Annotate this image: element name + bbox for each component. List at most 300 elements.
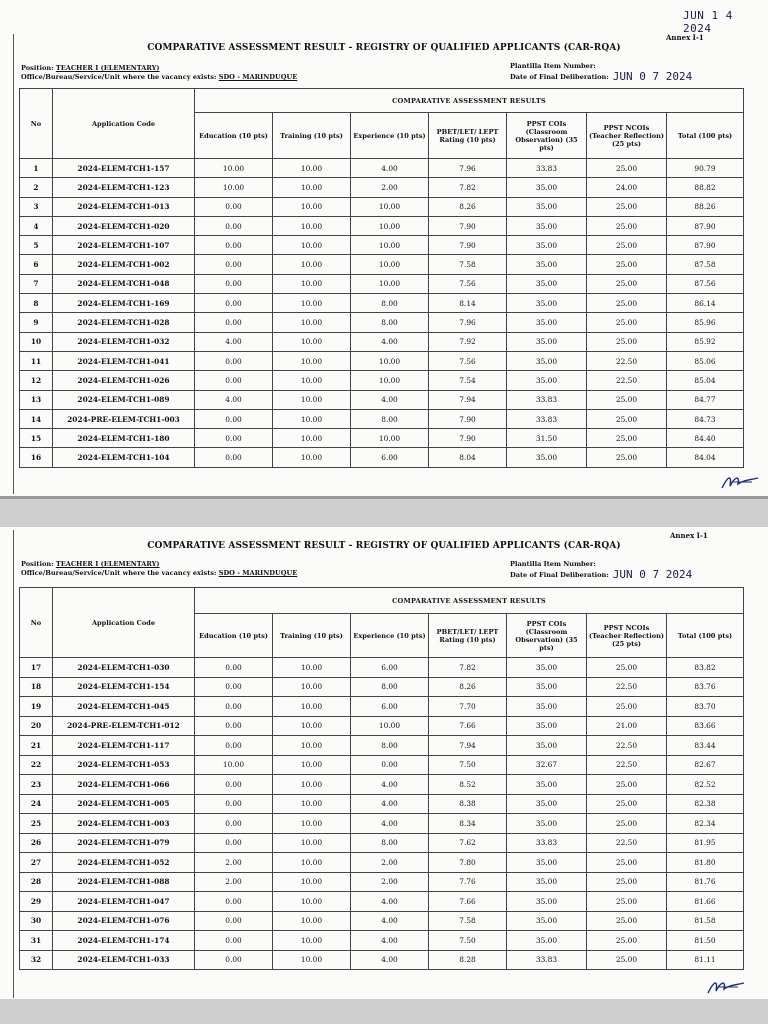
pbet-rating: 8.38	[429, 794, 507, 814]
experience-score: 0.00	[351, 755, 429, 775]
ppst-coi-score: 33.83	[507, 950, 587, 970]
experience-score: 4.00	[351, 892, 429, 912]
deliberation-date-stamp: JUN 0 7 2024	[612, 568, 693, 581]
training-score: 10.00	[273, 736, 351, 756]
application-code: 2024-ELEM-TCH1-157	[53, 159, 195, 178]
position-label: Position:	[21, 64, 54, 72]
pbet-rating: 7.66	[429, 892, 507, 912]
total-score: 83.70	[667, 697, 744, 717]
ppst-ncoi-score: 25.00	[587, 429, 667, 448]
pbet-rating: 7.62	[429, 833, 507, 853]
application-code: 2024-ELEM-TCH1-117	[53, 736, 195, 756]
training-score: 10.00	[273, 294, 351, 313]
application-code: 2024-ELEM-TCH1-030	[53, 658, 195, 678]
header-education: Education (10 pts)	[195, 614, 273, 658]
education-score: 2.00	[195, 872, 273, 892]
pbet-rating: 7.92	[429, 332, 507, 351]
pbet-rating: 7.90	[429, 216, 507, 235]
ppst-coi-score: 35.00	[507, 775, 587, 795]
education-score: 0.00	[195, 448, 273, 467]
row-number: 8	[20, 294, 53, 313]
total-score: 87.56	[667, 274, 744, 293]
ppst-coi-score: 35.00	[507, 716, 587, 736]
header-ppst-cois: PPST COIs (Classroom Observation) (35 pts)	[507, 113, 587, 159]
table-row	[20, 159, 744, 178]
row-number: 14	[20, 409, 53, 428]
pbet-rating: 7.58	[429, 911, 507, 931]
total-score: 82.52	[667, 775, 744, 795]
table-row	[20, 274, 744, 293]
experience-score: 6.00	[351, 448, 429, 467]
position-meta	[21, 560, 297, 578]
table-row	[20, 429, 744, 448]
total-score: 83.82	[667, 658, 744, 678]
ppst-coi-score: 35.00	[507, 814, 587, 834]
row-number: 28	[20, 872, 53, 892]
total-score: 81.50	[667, 931, 744, 951]
position-label: Position:	[21, 560, 54, 568]
experience-score: 10.00	[351, 371, 429, 390]
ppst-coi-score: 33.83	[507, 409, 587, 428]
header-pbet-rating: PBET/LET/ LEPT Rating (10 pts)	[429, 614, 507, 658]
office-value: SDO - MARINDUQUE	[218, 569, 298, 577]
education-score: 4.00	[195, 390, 273, 409]
pbet-rating: 7.54	[429, 371, 507, 390]
row-number: 29	[20, 892, 53, 912]
row-number: 17	[20, 658, 53, 678]
application-code: 2024-ELEM-TCH1-079	[53, 833, 195, 853]
row-number: 31	[20, 931, 53, 951]
education-score: 0.00	[195, 794, 273, 814]
experience-score: 2.00	[351, 178, 429, 197]
header-experience: Experience (10 pts)	[351, 614, 429, 658]
row-number: 24	[20, 794, 53, 814]
ppst-ncoi-score: 21.00	[587, 716, 667, 736]
application-code: 2024-ELEM-TCH1-020	[53, 216, 195, 235]
deliberation-label: Date of Final Deliberation:	[510, 571, 609, 579]
row-number: 6	[20, 255, 53, 274]
total-score: 84.40	[667, 429, 744, 448]
application-code: 2024-ELEM-TCH1-013	[53, 197, 195, 216]
application-code: 2024-ELEM-TCH1-005	[53, 794, 195, 814]
header-education: Education (10 pts)	[195, 113, 273, 159]
training-score: 10.00	[273, 697, 351, 717]
pbet-rating: 7.56	[429, 274, 507, 293]
ppst-ncoi-score: 25.00	[587, 216, 667, 235]
education-score: 0.00	[195, 892, 273, 912]
training-score: 10.00	[273, 833, 351, 853]
ppst-coi-score: 35.00	[507, 872, 587, 892]
row-number: 21	[20, 736, 53, 756]
experience-score: 4.00	[351, 390, 429, 409]
application-code: 2024-ELEM-TCH1-123	[53, 178, 195, 197]
table-row	[20, 814, 744, 834]
document-page-2	[0, 527, 768, 999]
experience-score: 10.00	[351, 236, 429, 255]
total-score: 86.14	[667, 294, 744, 313]
experience-score: 4.00	[351, 814, 429, 834]
training-score: 10.00	[273, 658, 351, 678]
total-score: 81.95	[667, 833, 744, 853]
application-code: 2024-ELEM-TCH1-169	[53, 294, 195, 313]
ppst-ncoi-score: 25.00	[587, 658, 667, 678]
education-score: 0.00	[195, 658, 273, 678]
table-row	[20, 216, 744, 235]
table-row	[20, 872, 744, 892]
ppst-ncoi-score: 25.00	[587, 159, 667, 178]
total-score: 90.79	[667, 159, 744, 178]
pbet-rating: 7.90	[429, 409, 507, 428]
experience-score: 6.00	[351, 658, 429, 678]
training-score: 10.00	[273, 216, 351, 235]
table-row	[20, 931, 744, 951]
education-score: 0.00	[195, 697, 273, 717]
total-score: 83.66	[667, 716, 744, 736]
row-number: 5	[20, 236, 53, 255]
education-score: 0.00	[195, 775, 273, 795]
table-row	[20, 178, 744, 197]
row-number: 12	[20, 371, 53, 390]
pbet-rating: 7.56	[429, 351, 507, 370]
ppst-coi-score: 35.00	[507, 371, 587, 390]
education-score: 0.00	[195, 216, 273, 235]
total-score: 81.58	[667, 911, 744, 931]
pbet-rating: 7.70	[429, 697, 507, 717]
application-code: 2024-ELEM-TCH1-048	[53, 274, 195, 293]
row-number: 13	[20, 390, 53, 409]
table-row	[20, 332, 744, 351]
experience-score: 10.00	[351, 274, 429, 293]
table-row	[20, 371, 744, 390]
education-score: 0.00	[195, 931, 273, 951]
application-code: 2024-ELEM-TCH1-174	[53, 931, 195, 951]
education-score: 0.00	[195, 911, 273, 931]
table-row	[20, 236, 744, 255]
pbet-rating: 8.26	[429, 677, 507, 697]
header-application-code: Application Code	[53, 588, 195, 658]
pbet-rating: 7.80	[429, 853, 507, 873]
total-score: 85.92	[667, 332, 744, 351]
experience-score: 8.00	[351, 833, 429, 853]
experience-score: 4.00	[351, 911, 429, 931]
education-score: 0.00	[195, 736, 273, 756]
training-score: 10.00	[273, 255, 351, 274]
office-value: SDO - MARINDUQUE	[218, 73, 298, 81]
training-score: 10.00	[273, 716, 351, 736]
table-row	[20, 833, 744, 853]
experience-score: 10.00	[351, 429, 429, 448]
education-score: 0.00	[195, 371, 273, 390]
ppst-ncoi-score: 24.00	[587, 178, 667, 197]
experience-score: 10.00	[351, 216, 429, 235]
document-title: COMPARATIVE ASSESSMENT RESULT - REGISTRY OF QUALIFIED APPLICANTS (CAR-RQA)	[147, 541, 621, 551]
training-score: 10.00	[273, 853, 351, 873]
ppst-coi-score: 35.00	[507, 216, 587, 235]
annex-label: Annex I-1	[666, 33, 704, 42]
ppst-ncoi-score: 25.00	[587, 814, 667, 834]
education-score: 0.00	[195, 197, 273, 216]
header-training: Training (10 pts)	[273, 113, 351, 159]
total-score: 82.34	[667, 814, 744, 834]
row-number: 18	[20, 677, 53, 697]
table-row	[20, 716, 744, 736]
deliberation-label: Date of Final Deliberation:	[510, 73, 609, 81]
experience-score: 2.00	[351, 853, 429, 873]
header-application-code: Application Code	[53, 89, 195, 159]
total-score: 83.76	[667, 677, 744, 697]
application-code: 2024-PRE-ELEM-TCH1-003	[53, 409, 195, 428]
table-row	[20, 892, 744, 912]
total-score: 87.58	[667, 255, 744, 274]
total-score: 88.82	[667, 178, 744, 197]
experience-score: 4.00	[351, 332, 429, 351]
ppst-ncoi-score: 25.00	[587, 872, 667, 892]
ppst-ncoi-score: 25.00	[587, 448, 667, 467]
training-score: 10.00	[273, 814, 351, 834]
table-row	[20, 697, 744, 717]
education-score: 0.00	[195, 255, 273, 274]
signature-initials	[704, 975, 746, 999]
training-score: 10.00	[273, 931, 351, 951]
ppst-ncoi-score: 25.00	[587, 794, 667, 814]
ppst-ncoi-score: 25.00	[587, 274, 667, 293]
ppst-coi-score: 32.67	[507, 755, 587, 775]
total-score: 81.11	[667, 950, 744, 970]
signature-initials	[718, 470, 760, 494]
header-pbet-rating: PBET/LET/ LEPT Rating (10 pts)	[429, 113, 507, 159]
training-score: 10.00	[273, 274, 351, 293]
table-row	[20, 736, 744, 756]
row-number: 7	[20, 274, 53, 293]
education-score: 0.00	[195, 274, 273, 293]
total-score: 82.38	[667, 794, 744, 814]
total-score: 87.90	[667, 236, 744, 255]
document-title: COMPARATIVE ASSESSMENT RESULT - REGISTRY OF QUALIFIED APPLICANTS (CAR-RQA)	[147, 43, 621, 53]
row-number: 4	[20, 216, 53, 235]
results-table-2	[19, 587, 744, 970]
ppst-coi-score: 35.00	[507, 448, 587, 467]
pbet-rating: 7.50	[429, 755, 507, 775]
ppst-ncoi-score: 25.00	[587, 950, 667, 970]
header-total: Total (100 pts)	[667, 614, 744, 658]
application-code: 2024-ELEM-TCH1-107	[53, 236, 195, 255]
position-meta	[21, 64, 297, 82]
application-code: 2024-ELEM-TCH1-066	[53, 775, 195, 795]
training-score: 10.00	[273, 950, 351, 970]
education-score: 0.00	[195, 833, 273, 853]
header-assessment-group: COMPARATIVE ASSESSMENT RESULTS	[195, 588, 744, 614]
total-score: 87.90	[667, 216, 744, 235]
row-number: 19	[20, 697, 53, 717]
ppst-coi-score: 35.00	[507, 255, 587, 274]
training-score: 10.00	[273, 409, 351, 428]
deliberation-meta	[510, 560, 692, 580]
ppst-coi-score: 35.00	[507, 332, 587, 351]
ppst-coi-score: 35.00	[507, 677, 587, 697]
row-number: 30	[20, 911, 53, 931]
pbet-rating: 7.76	[429, 872, 507, 892]
education-score: 0.00	[195, 236, 273, 255]
application-code: 2024-ELEM-TCH1-047	[53, 892, 195, 912]
application-code: 2024-ELEM-TCH1-032	[53, 332, 195, 351]
education-score: 0.00	[195, 950, 273, 970]
ppst-coi-score: 33.83	[507, 159, 587, 178]
pbet-rating: 8.26	[429, 197, 507, 216]
application-code: 2024-ELEM-TCH1-104	[53, 448, 195, 467]
ppst-ncoi-score: 25.00	[587, 853, 667, 873]
ppst-coi-score: 35.00	[507, 197, 587, 216]
application-code: 2024-ELEM-TCH1-089	[53, 390, 195, 409]
ppst-ncoi-score: 25.00	[587, 390, 667, 409]
row-number: 1	[20, 159, 53, 178]
table-row	[20, 853, 744, 873]
experience-score: 6.00	[351, 697, 429, 717]
training-score: 10.00	[273, 448, 351, 467]
experience-score: 10.00	[351, 255, 429, 274]
training-score: 10.00	[273, 351, 351, 370]
experience-score: 8.00	[351, 313, 429, 332]
header-no: No	[20, 89, 53, 159]
training-score: 10.00	[273, 429, 351, 448]
total-score: 82.67	[667, 755, 744, 775]
total-score: 81.80	[667, 853, 744, 873]
ppst-coi-score: 35.00	[507, 853, 587, 873]
annex-label: Annex I-1	[670, 531, 708, 540]
training-score: 10.00	[273, 159, 351, 178]
row-number: 20	[20, 716, 53, 736]
ppst-ncoi-score: 25.00	[587, 697, 667, 717]
training-score: 10.00	[273, 371, 351, 390]
training-score: 10.00	[273, 178, 351, 197]
row-number: 25	[20, 814, 53, 834]
experience-score: 4.00	[351, 159, 429, 178]
training-score: 10.00	[273, 677, 351, 697]
header-no: No	[20, 588, 53, 658]
education-score: 0.00	[195, 313, 273, 332]
ppst-coi-score: 35.00	[507, 911, 587, 931]
application-code: 2024-ELEM-TCH1-026	[53, 371, 195, 390]
application-code: 2024-ELEM-TCH1-045	[53, 697, 195, 717]
total-score: 85.04	[667, 371, 744, 390]
table-row	[20, 775, 744, 795]
education-score: 0.00	[195, 351, 273, 370]
pbet-rating: 8.14	[429, 294, 507, 313]
header-assessment-group: COMPARATIVE ASSESSMENT RESULTS	[195, 89, 744, 113]
ppst-ncoi-score: 22.50	[587, 755, 667, 775]
position-value: TEACHER I (ELEMENTARY)	[55, 560, 160, 568]
row-number: 2	[20, 178, 53, 197]
ppst-coi-score: 35.00	[507, 697, 587, 717]
experience-score: 4.00	[351, 794, 429, 814]
application-code: 2024-ELEM-TCH1-076	[53, 911, 195, 931]
document-page-1	[0, 0, 768, 496]
education-score: 10.00	[195, 159, 273, 178]
pbet-rating: 7.82	[429, 658, 507, 678]
training-score: 10.00	[273, 390, 351, 409]
education-score: 10.00	[195, 178, 273, 197]
table-row	[20, 351, 744, 370]
training-score: 10.00	[273, 794, 351, 814]
experience-score: 10.00	[351, 716, 429, 736]
education-score: 0.00	[195, 294, 273, 313]
application-code: 2024-ELEM-TCH1-154	[53, 677, 195, 697]
ppst-ncoi-score: 25.00	[587, 313, 667, 332]
plantilla-label: Plantilla Item Number:	[510, 560, 596, 568]
ppst-ncoi-score: 25.00	[587, 255, 667, 274]
deliberation-meta	[510, 62, 692, 82]
table-row	[20, 409, 744, 428]
pbet-rating: 7.58	[429, 255, 507, 274]
total-score: 84.04	[667, 448, 744, 467]
received-date-stamp: JUN 1 4 2024	[683, 9, 733, 35]
header-ppst-ncois: PPST NCOIs (Teacher Reflection) (25 pts)	[587, 113, 667, 159]
ppst-ncoi-score: 25.00	[587, 294, 667, 313]
training-score: 10.00	[273, 755, 351, 775]
table-row	[20, 197, 744, 216]
header-training: Training (10 pts)	[273, 614, 351, 658]
row-number: 3	[20, 197, 53, 216]
table-row	[20, 755, 744, 775]
education-score: 0.00	[195, 716, 273, 736]
experience-score: 4.00	[351, 931, 429, 951]
table-row	[20, 255, 744, 274]
experience-score: 10.00	[351, 351, 429, 370]
table-row	[20, 950, 744, 970]
training-score: 10.00	[273, 911, 351, 931]
experience-score: 2.00	[351, 872, 429, 892]
ppst-coi-score: 35.00	[507, 236, 587, 255]
training-score: 10.00	[273, 872, 351, 892]
pbet-rating: 7.90	[429, 429, 507, 448]
header-total: Total (100 pts)	[667, 113, 744, 159]
application-code: 2024-ELEM-TCH1-052	[53, 853, 195, 873]
pbet-rating: 7.94	[429, 390, 507, 409]
ppst-coi-score: 33.83	[507, 833, 587, 853]
pbet-rating: 7.94	[429, 736, 507, 756]
row-number: 16	[20, 448, 53, 467]
education-score: 10.00	[195, 755, 273, 775]
ppst-ncoi-score: 22.50	[587, 736, 667, 756]
pbet-rating: 7.66	[429, 716, 507, 736]
total-score: 84.77	[667, 390, 744, 409]
ppst-coi-score: 35.00	[507, 351, 587, 370]
application-code: 2024-ELEM-TCH1-003	[53, 814, 195, 834]
training-score: 10.00	[273, 197, 351, 216]
application-code: 2024-PRE-ELEM-TCH1-012	[53, 716, 195, 736]
row-number: 11	[20, 351, 53, 370]
table-row	[20, 448, 744, 467]
row-number: 10	[20, 332, 53, 351]
pbet-rating: 8.28	[429, 950, 507, 970]
experience-score: 10.00	[351, 197, 429, 216]
total-score: 84.73	[667, 409, 744, 428]
pbet-rating: 8.34	[429, 814, 507, 834]
experience-score: 8.00	[351, 294, 429, 313]
training-score: 10.00	[273, 313, 351, 332]
ppst-coi-score: 35.00	[507, 931, 587, 951]
total-score: 85.06	[667, 351, 744, 370]
pbet-rating: 8.04	[429, 448, 507, 467]
total-score: 81.66	[667, 892, 744, 912]
ppst-ncoi-score: 25.00	[587, 236, 667, 255]
ppst-coi-score: 35.00	[507, 794, 587, 814]
ppst-coi-score: 35.00	[507, 313, 587, 332]
application-code: 2024-ELEM-TCH1-041	[53, 351, 195, 370]
pbet-rating: 7.90	[429, 236, 507, 255]
page-border	[13, 34, 14, 494]
ppst-ncoi-score: 25.00	[587, 892, 667, 912]
ppst-coi-score: 33.83	[507, 390, 587, 409]
